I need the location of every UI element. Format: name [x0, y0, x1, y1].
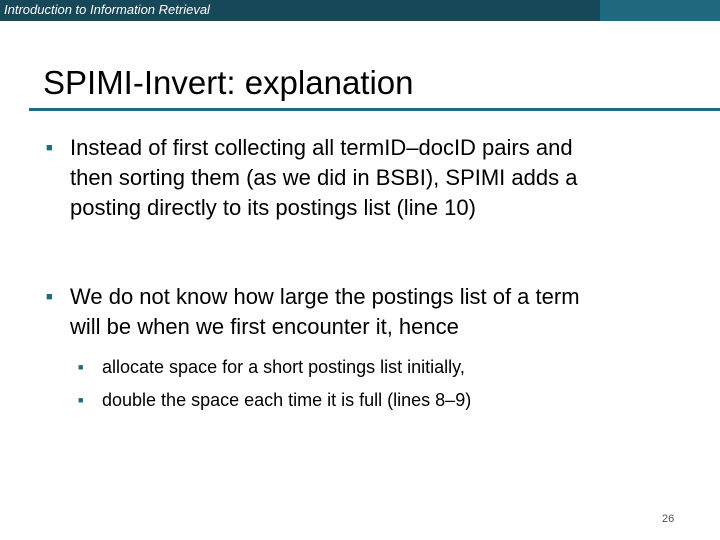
square-bullet-icon: ■ — [78, 395, 84, 405]
slide-title: SPIMI-Invert: explanation — [43, 64, 414, 101]
course-title: Introduction to Information Retrieval — [4, 2, 210, 17]
page-number: 26 — [662, 513, 675, 525]
bullet-line: We do not know how large the postings list of a term — [70, 284, 580, 309]
sub-bullet-text: double the space each time it is full (lines 8–9) — [102, 390, 472, 410]
square-bullet-icon: ■ — [78, 362, 84, 372]
bullet-text — [70, 133, 686, 223]
bullet-text — [70, 282, 686, 342]
sub-bullet-text: allocate space for a short postings list initially, — [102, 357, 465, 377]
bullet-line: posting directly to its postings list (line 10) — [70, 195, 476, 220]
bullet-line: Instead of first collecting all termID–docID pairs and — [70, 135, 573, 160]
square-bullet-icon: ■ — [46, 142, 53, 154]
bullet-line: then sorting them (as we did in BSBI), SPIMI adds a — [70, 165, 578, 190]
bullet-line: will be when we first encounter it, hence — [70, 314, 459, 339]
square-bullet-icon: ■ — [46, 291, 53, 303]
